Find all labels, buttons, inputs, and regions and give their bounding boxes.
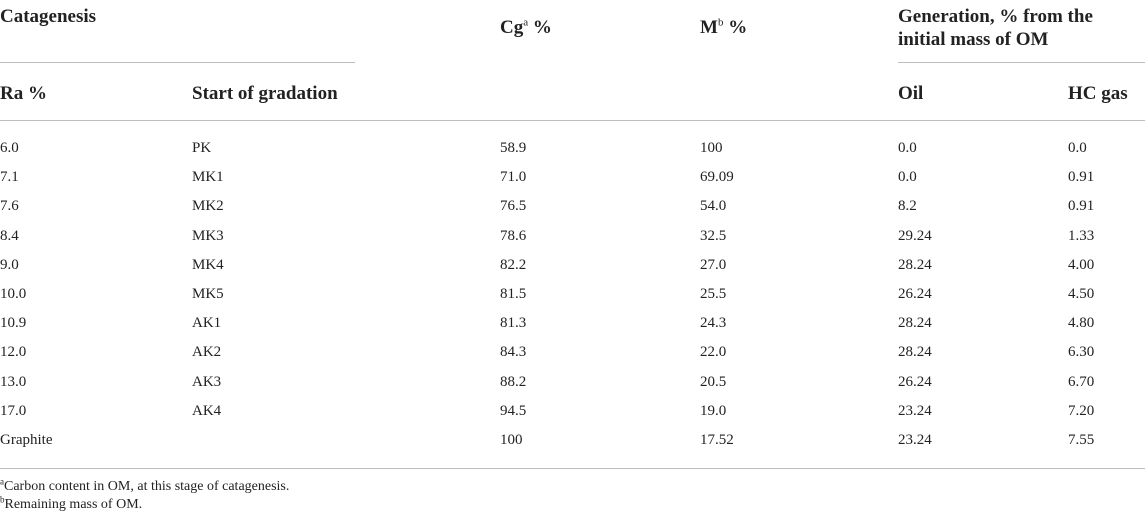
cell-m: 100 [700, 140, 723, 156]
cell-m: 19.0 [700, 403, 727, 419]
cell-ra: 13.0 [0, 374, 27, 390]
header-cg-footnote-mark: a [523, 16, 529, 29]
cell-oil: 8.2 [898, 198, 917, 214]
cell-cg: 88.2 [500, 374, 527, 390]
header-catagenesis: Catagenesis [0, 6, 97, 27]
generation-span-rule [898, 62, 1145, 63]
cell-oil: 23.24 [898, 403, 932, 419]
cell-oil: 29.24 [898, 228, 932, 244]
cell-m: 69.09 [700, 169, 734, 185]
cell-hc-gas: 1.33 [1068, 228, 1095, 244]
cell-cg: 58.9 [500, 140, 527, 156]
cell-m: 25.5 [700, 286, 727, 302]
cell-cg: 84.3 [500, 344, 527, 360]
cell-gradation: MK3 [192, 228, 224, 244]
cell-ra: 6.0 [0, 140, 19, 156]
footnote-b: $^b$Remaining mass of OM. [0, 494, 143, 512]
cell-ra: 10.9 [0, 315, 27, 331]
cell-oil: 26.24 [898, 286, 932, 302]
cell-ra: 10.0 [0, 286, 27, 302]
cell-m: 24.3 [700, 315, 727, 331]
cell-m: 22.0 [700, 344, 727, 360]
cell-cg: 94.5 [500, 403, 527, 419]
cell-ra: 7.1 [0, 169, 19, 185]
cell-hc-gas: 7.20 [1068, 403, 1095, 419]
cell-gradation: MK1 [192, 169, 224, 185]
cell-ra: 17.0 [0, 403, 27, 419]
cell-cg: 78.6 [500, 228, 527, 244]
cell-cg: 81.3 [500, 315, 527, 331]
cell-gradation: MK5 [192, 286, 224, 302]
cell-oil: 23.24 [898, 432, 932, 448]
header-oil: Oil [898, 83, 924, 104]
cell-gradation: MK4 [192, 257, 224, 273]
cell-hc-gas: 4.80 [1068, 315, 1095, 331]
cell-gradation: AK4 [192, 403, 222, 419]
cell-gradation: MK2 [192, 198, 224, 214]
header-ra: Ra % [0, 83, 47, 104]
cell-hc-gas: 4.00 [1068, 257, 1095, 273]
header-bottom-rule [0, 120, 1145, 121]
cell-hc-gas: 6.70 [1068, 374, 1095, 390]
header-m-footnote-mark: b [717, 16, 724, 29]
cell-m: 20.5 [700, 374, 727, 390]
cell-cg: 100 [500, 432, 523, 448]
table-bottom-rule [0, 468, 1145, 469]
cell-m: 54.0 [700, 198, 727, 214]
catagenesis-span-rule [0, 62, 355, 63]
cell-hc-gas: 0.91 [1068, 198, 1095, 214]
cell-oil: 28.24 [898, 315, 932, 331]
cell-hc-gas: 0.91 [1068, 169, 1095, 185]
cell-hc-gas: 0.0 [1068, 140, 1087, 156]
cell-oil: 0.0 [898, 140, 917, 156]
cell-oil: 0.0 [898, 169, 917, 185]
cell-oil: 28.24 [898, 257, 932, 273]
header-generation-line2: initial mass of OM [898, 29, 1049, 50]
cell-cg: 81.5 [500, 286, 527, 302]
cell-ra: 7.6 [0, 198, 19, 214]
cell-oil: 28.24 [898, 344, 932, 360]
footnote-a: $^a$Carbon content in OM, at this stage of catagenesis. [0, 476, 290, 494]
cell-cg: 76.5 [500, 198, 527, 214]
header-generation-line1: Generation, % from the [898, 6, 1093, 27]
cell-gradation: AK1 [192, 315, 222, 331]
header-start-gradation: Start of gradation [192, 83, 338, 104]
header-hc-gas: HC gas [1068, 83, 1128, 104]
cell-ra: Graphite [0, 432, 53, 448]
cell-gradation: AK3 [192, 374, 222, 390]
cell-gradation: AK2 [192, 344, 222, 360]
cell-ra: 8.4 [0, 228, 19, 244]
cell-oil: 26.24 [898, 374, 932, 390]
cell-hc-gas: 4.50 [1068, 286, 1095, 302]
cell-cg: 82.2 [500, 257, 527, 273]
cell-m: 17.52 [700, 432, 734, 448]
cell-cg: 71.0 [500, 169, 527, 185]
cell-hc-gas: 6.30 [1068, 344, 1095, 360]
cell-m: 32.5 [700, 228, 727, 244]
cell-gradation: PK [192, 140, 212, 156]
header-m: $M^b$ % [700, 16, 748, 38]
cell-m: 27.0 [700, 257, 727, 273]
cell-hc-gas: 7.55 [1068, 432, 1095, 448]
header-cg: Cg$^a$ % [500, 16, 552, 38]
cell-ra: 12.0 [0, 344, 27, 360]
cell-ra: 9.0 [0, 257, 19, 273]
